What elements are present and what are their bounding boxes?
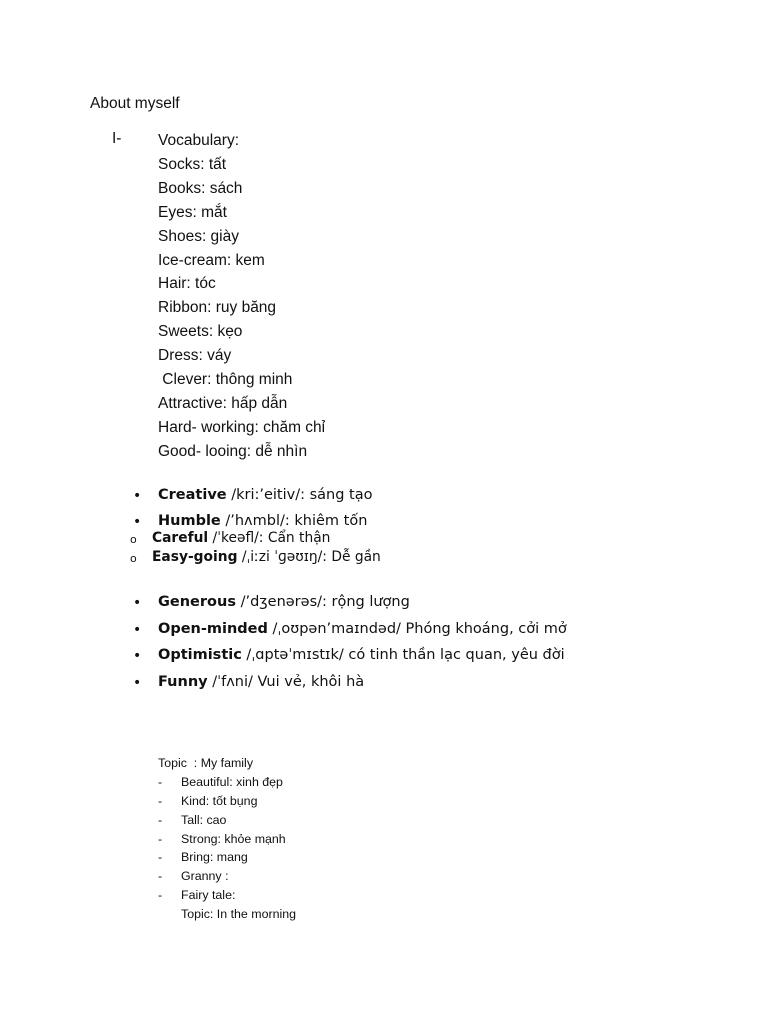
vocab-item: Dress: váy: [158, 347, 232, 365]
trait-definition: /kri:’eitiv/: sáng tạo: [226, 487, 373, 503]
trait-item: [152, 530, 330, 546]
trait-term: Careful: [152, 530, 209, 546]
trait-item: [158, 621, 567, 637]
list-item: [158, 867, 296, 886]
vocab-item: Attractive: hấp dẫn: [158, 394, 288, 412]
trait-term: Generous: [158, 594, 236, 610]
trait-term: Humble: [158, 513, 221, 529]
list-item-text: Strong: khỏe mạnh: [181, 831, 286, 846]
bullet-dot: •: [133, 595, 142, 611]
vocab-item: Hard- working: chăm chỉ: [158, 418, 326, 436]
dash-marker: -: [158, 831, 163, 846]
bullet-dot: •: [133, 514, 142, 530]
vocab-item: Hair: tóc: [158, 275, 216, 293]
list-item: [158, 811, 296, 830]
trait-item: [158, 594, 410, 610]
bullet-circle: o: [130, 552, 137, 565]
bullet-dot: •: [133, 648, 142, 664]
vocab-item: Good- looing: dễ nhìn: [158, 442, 308, 460]
list-item-text: Fairy tale:: [181, 888, 236, 903]
vocab-item: Ice-cream: kem: [158, 251, 265, 269]
list-item: [158, 886, 296, 905]
list-item-text: Tall: cao: [181, 812, 227, 827]
list-item: [158, 830, 296, 849]
document-title: About myself: [90, 95, 180, 112]
bullet-dot: •: [133, 675, 142, 691]
vocabulary-heading: Vocabulary:: [158, 132, 239, 149]
family-topic-block: [158, 754, 296, 924]
dash-marker: -: [158, 812, 163, 827]
trait-item: [158, 487, 373, 503]
bullet-circle: o: [130, 533, 137, 546]
vocab-item: Sweets: kẹo: [158, 323, 243, 341]
dash-marker: -: [158, 774, 163, 789]
trait-item: [152, 549, 381, 565]
trait-definition: /’dʒenərəs/: rộng lượng: [235, 594, 410, 610]
next-topic-heading: Topic: In the morning: [181, 907, 297, 922]
dash-marker: -: [158, 888, 163, 903]
trait-term: Optimistic: [158, 647, 242, 663]
trait-term: Easy-going: [152, 549, 238, 565]
trait-definition: /ˌoʊpən’maɪndəd/ Phóng khoáng, cởi mở: [267, 621, 567, 637]
vocab-item: Eyes: mắt: [158, 203, 227, 221]
list-item-text: Bring: mang: [181, 850, 248, 865]
vocab-item: Books: sách: [158, 179, 243, 197]
trait-definition: /ˌiːzi ˈɡəʊɪŋ/: Dễ gần: [237, 549, 381, 565]
trait-term: Creative: [158, 487, 227, 503]
list-item-text: Kind: tốt bụng: [181, 793, 258, 808]
vocab-item: Shoes: giày: [158, 227, 239, 245]
list-item: [158, 792, 296, 811]
trait-item: [158, 674, 364, 690]
list-item: [158, 848, 296, 867]
list-item-text: Beautiful: xinh đẹp: [181, 774, 283, 789]
trait-item: [158, 647, 565, 663]
trait-definition: /ˈfʌni/ Vui vẻ, khôi hà: [207, 674, 365, 690]
bullet-dot: •: [133, 488, 142, 504]
trait-term: Open-minded: [158, 621, 268, 637]
vocab-item: Clever: thông minh: [158, 371, 293, 389]
trait-definition: /’hʌmbl/: khiêm tốn: [220, 513, 368, 529]
trait-definition: /ˈkeəfl/: Cẩn thận: [208, 530, 331, 546]
list-item: [158, 773, 296, 792]
dash-marker: -: [158, 869, 163, 884]
trait-term: Funny: [158, 674, 208, 690]
trait-definition: /ˌɑptəˈmɪstɪk/ có tinh thần lạc quan, yêu đời: [241, 647, 565, 663]
trait-item: [158, 513, 367, 529]
bullet-dot: •: [133, 622, 142, 638]
vocab-item: Ribbon: ruy băng: [158, 299, 277, 317]
list-item-text: Granny :: [181, 869, 229, 884]
dash-marker: -: [158, 850, 163, 865]
dash-marker: -: [158, 793, 163, 808]
vocabulary-list: [158, 129, 325, 464]
section-numeral: I-: [112, 130, 122, 147]
topic-heading: Topic : My family: [158, 756, 254, 770]
vocab-item: Socks: tất: [158, 155, 227, 173]
